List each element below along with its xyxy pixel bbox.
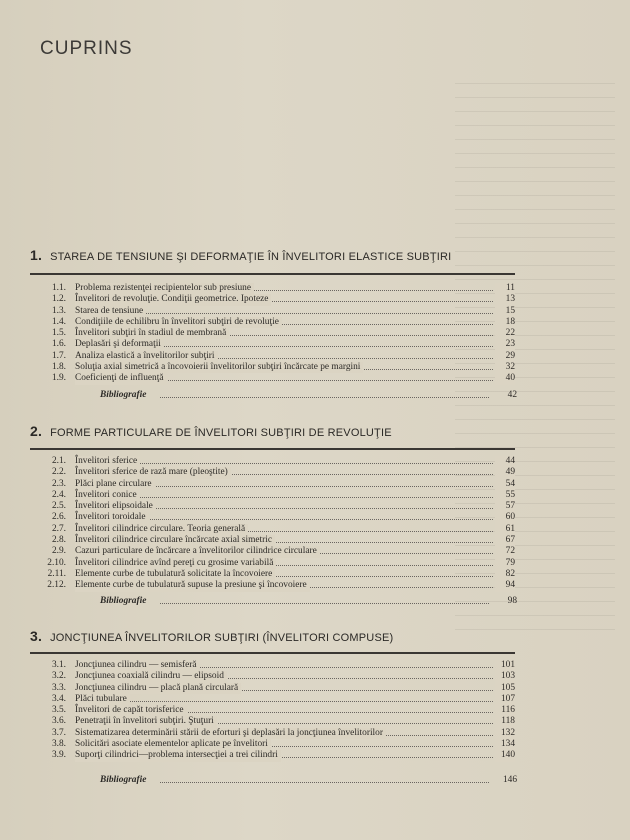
entry-title: Condiţiile de echilibru în învelitori subţiri de revoluţie	[75, 317, 282, 328]
entry-number: 2.12.	[47, 580, 66, 591]
entry-title: Învelitori cilindrice avînd pereţi cu grosime variabilă	[75, 558, 276, 569]
entry-title: Suporţi cilindrici—problema intersecţiei a trei cilindri	[75, 750, 281, 761]
toc-entry	[30, 694, 515, 705]
entry-page: 116	[495, 705, 515, 716]
entry-number: 1.5.	[51, 328, 66, 339]
entry-title: Solicitări asociate elementelor aplicate pe învelitori	[75, 739, 271, 750]
toc-entry	[30, 739, 515, 750]
toc-entry	[30, 716, 515, 727]
toc-entry	[30, 512, 515, 523]
entry-number: 2.8.	[51, 535, 66, 546]
entry-page: 72	[495, 546, 515, 557]
entry-number: 2.9.	[51, 546, 66, 557]
chapter-2-bibliography	[100, 594, 517, 608]
entry-number: 1.6.	[51, 339, 66, 350]
toc-entry	[30, 535, 515, 546]
toc-entry	[30, 328, 515, 339]
entry-number: 3.2.	[51, 671, 66, 682]
toc-entry	[30, 317, 515, 328]
toc-entry	[30, 546, 515, 557]
entry-number: 3.9.	[51, 750, 66, 761]
entry-number: 1.1.	[51, 283, 66, 293]
entry-number: 3.7.	[51, 727, 66, 738]
entry-number: 1.8.	[51, 362, 66, 373]
entry-number: 3.6.	[51, 716, 66, 727]
chapter-title: JONCŢIUNEA ÎNVELITORILOR SUBŢIRI (ÎNVELITORI COMPUSE)	[50, 632, 394, 644]
entry-page: 22	[495, 328, 515, 339]
entry-title: Elemente curbe de tubulatură solicitate la încovoiere	[75, 569, 275, 580]
entry-page: 49	[495, 467, 515, 478]
chapter-3-rule	[30, 652, 515, 654]
entry-number: 2.11.	[47, 568, 66, 579]
toc-entry	[30, 456, 515, 467]
entry-page: 107	[495, 694, 515, 705]
entry-title: Învelitori sferice de rază mare (pleoştite)	[75, 467, 231, 478]
bibliography-label: Bibliografie	[100, 775, 147, 785]
entry-page: 60	[495, 512, 515, 523]
toc-entry	[30, 467, 515, 478]
chapter-1-heading	[30, 247, 451, 263]
toc-entry	[30, 558, 515, 569]
entry-number: 3.8.	[51, 739, 66, 750]
entry-number: 2.10.	[47, 557, 66, 568]
toc-entry	[30, 569, 515, 580]
entry-title: Penetraţii în învelitori subţiri. Ştuţuri	[75, 716, 217, 727]
entry-title: Starea de tensiune	[75, 306, 146, 317]
entry-title: Învelitori cilindrice circulare. Teoria generală	[75, 524, 248, 535]
entry-page: 29	[495, 351, 515, 362]
entry-title: Joncţiunea coaxială cilindru — elipsoid	[75, 671, 227, 682]
entry-page: 79	[495, 558, 515, 569]
toc-entry	[30, 351, 515, 362]
bibliography-page: 42	[507, 390, 517, 400]
entry-number: 1.2.	[51, 294, 66, 305]
chapter-3-heading	[30, 628, 393, 644]
toc-entry	[30, 705, 515, 716]
entry-number: 3.3.	[51, 682, 66, 693]
entry-title: Deplasări şi deformaţii	[75, 339, 164, 350]
entry-title: Elemente curbe de tubulatură supuse la presiune şi încovoiere	[75, 580, 310, 591]
toc-entry	[30, 671, 515, 682]
toc-entry	[30, 683, 515, 694]
toc-entry	[30, 294, 515, 305]
toc-entry	[30, 490, 515, 501]
entry-title: Învelitori sferice	[75, 456, 140, 467]
entry-title: Plăci tubulare	[75, 694, 130, 705]
entry-title: Plăci plane circulare	[75, 479, 155, 490]
toc-entry	[30, 660, 515, 671]
entry-title: Învelitori de revoluţie. Condiţii geometrice. Ipoteze	[75, 294, 271, 305]
entry-title: Învelitori toroidale	[75, 512, 149, 523]
toc-entry	[30, 283, 515, 294]
toc-entry	[30, 306, 515, 317]
entry-page: 15	[495, 306, 515, 317]
entry-number: 2.6.	[51, 512, 66, 523]
chapter-2-rule	[30, 448, 515, 450]
chapter-3-entries	[30, 660, 515, 762]
entry-title: Sistematizarea determinării stării de eforturi şi deplasări la joncţiunea învelitorilor	[75, 728, 386, 739]
page-title: CUPRINS	[40, 38, 133, 59]
chapter-title: FORME PARTICULARE DE ÎNVELITORI SUBŢIRI DE REVOLUŢIE	[50, 427, 392, 439]
entry-number: 2.4.	[51, 489, 66, 500]
chapter-2-heading	[30, 423, 392, 439]
entry-title: Învelitori elipsoidale	[75, 501, 156, 512]
entry-page: 103	[495, 671, 515, 682]
entry-page: 105	[495, 683, 515, 694]
entry-page: 61	[495, 524, 515, 535]
entry-page: 32	[495, 362, 515, 373]
toc-entry	[30, 728, 515, 739]
bibliography-label: Bibliografie	[100, 596, 147, 606]
entry-page: 67	[495, 535, 515, 546]
entry-page: 82	[495, 569, 515, 580]
entry-title: Cazuri particulare de încărcare a învelitorilor cilindrice circulare	[75, 546, 320, 557]
entry-title: Problema rezistenţei recipientelor sub presiune	[75, 283, 254, 294]
toc-entry	[30, 339, 515, 350]
entry-title: Învelitori conice	[75, 490, 140, 501]
entry-title: Analiza elastică a învelitorilor subţiri	[75, 351, 218, 362]
entry-page: 101	[495, 660, 515, 671]
entry-page: 55	[495, 490, 515, 501]
entry-number: 3.4.	[51, 693, 66, 704]
entry-number: 2.7.	[51, 523, 66, 534]
toc-entry	[30, 580, 515, 591]
entry-page: 23	[495, 339, 515, 350]
chapter-number: 1.	[30, 247, 43, 263]
toc-entry	[30, 750, 515, 761]
entry-number: 3.5.	[51, 705, 66, 716]
entry-number: 1.3.	[51, 305, 66, 316]
entry-page: 134	[495, 739, 515, 750]
chapter-number: 3.	[30, 628, 43, 644]
entry-number: 2.5.	[51, 501, 66, 512]
entry-page: 18	[495, 317, 515, 328]
chapter-1-bibliography	[100, 388, 517, 402]
entry-page: 94	[495, 580, 515, 591]
entry-page: 140	[495, 750, 515, 761]
entry-title: Soluţia axial simetrică a încovoierii învelitorilor subţiri încărcate pe margini	[75, 362, 363, 373]
leader-dots	[75, 701, 493, 702]
entry-page: 54	[495, 479, 515, 490]
chapter-1-entries	[30, 283, 515, 385]
entry-title: Coeficienţi de influenţă	[75, 373, 167, 384]
entry-page: 44	[495, 456, 515, 467]
entry-page: 11	[495, 283, 515, 294]
entry-number: 1.4.	[51, 316, 66, 327]
entry-title: Învelitori de capăt torisferice	[75, 705, 187, 716]
entry-number: 1.9.	[51, 373, 66, 384]
toc-entry	[30, 362, 515, 373]
bibliography-page: 146	[502, 775, 517, 785]
bibliography-label: Bibliografie	[100, 390, 147, 400]
toc-entry	[30, 479, 515, 490]
chapter-1-rule	[30, 273, 515, 275]
entry-page: 57	[495, 501, 515, 512]
toc-entry	[30, 501, 515, 512]
entry-title: Joncţiunea cilindru — semisferă	[75, 660, 200, 671]
chapter-2-entries	[30, 456, 515, 592]
chapter-title: STAREA DE TENSIUNE ŞI DEFORMAŢIE ÎN ÎNVELITORI ELASTICE SUBŢIRI	[50, 251, 452, 263]
entry-title: Învelitori cilindrice circulare încărcate axial simetric	[75, 535, 275, 546]
entry-page: 132	[495, 728, 515, 739]
entry-number: 2.2.	[51, 467, 66, 478]
entry-page: 118	[495, 716, 515, 727]
chapter-3-bibliography	[100, 773, 517, 787]
entry-number: 2.3.	[51, 478, 66, 489]
chapter-number: 2.	[30, 423, 43, 439]
toc-entry	[30, 373, 515, 384]
toc-entry	[30, 524, 515, 535]
entry-number: 1.7.	[51, 350, 66, 361]
entry-page: 40	[495, 373, 515, 384]
entry-number: 2.1.	[51, 456, 66, 466]
entry-title: Joncţiunea cilindru — placă plană circulară	[75, 683, 241, 694]
entry-title: Învelitori subţiri în stadiul de membrană	[75, 328, 229, 339]
bibliography-page: 98	[507, 596, 517, 606]
entry-number: 3.1.	[51, 660, 66, 670]
entry-page: 13	[495, 294, 515, 305]
